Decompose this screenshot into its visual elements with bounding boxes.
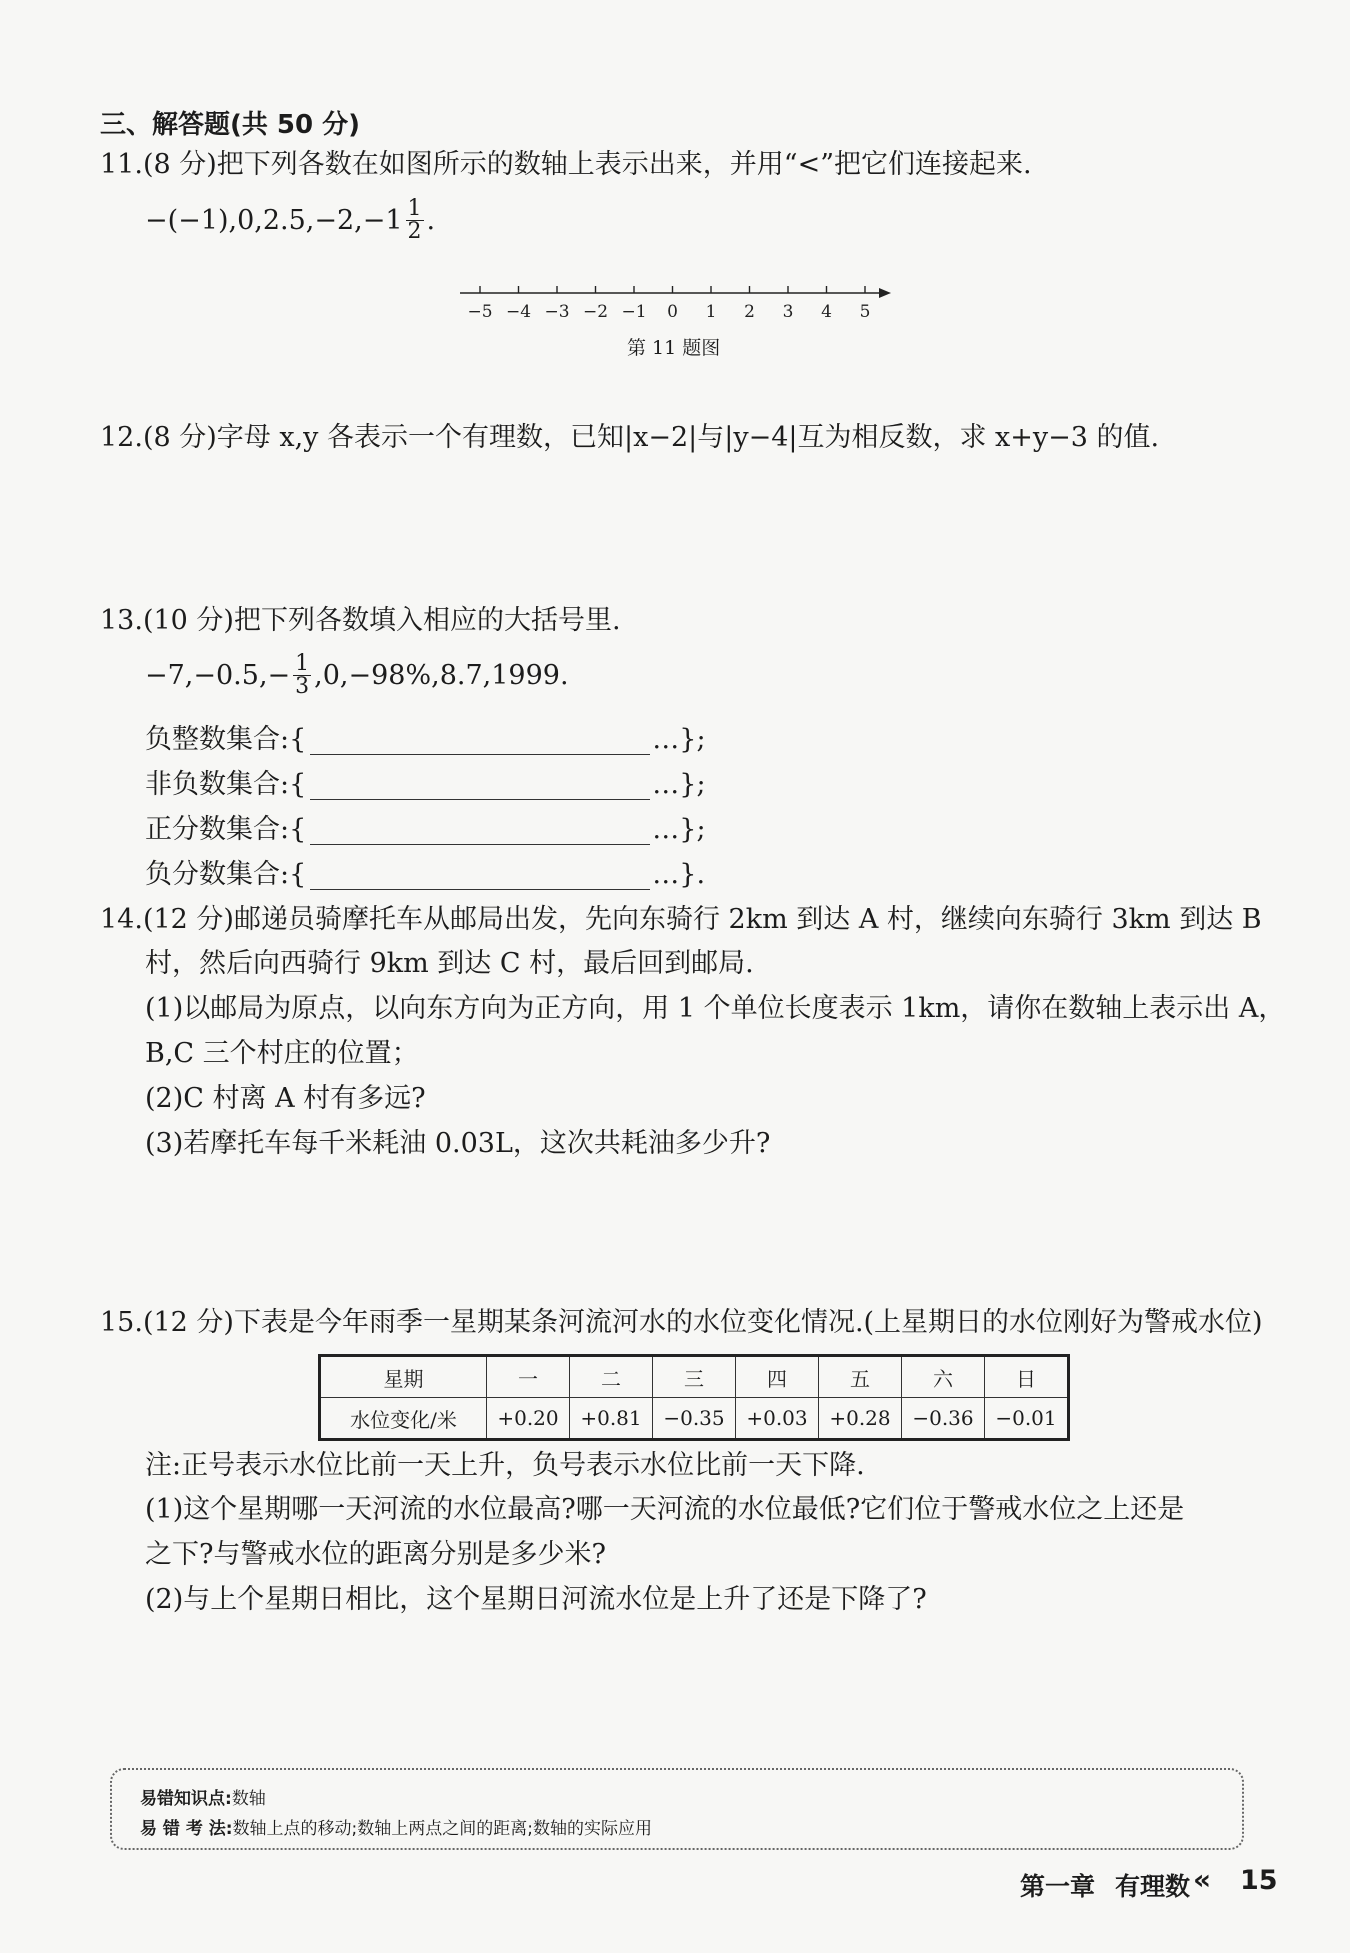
table-cell: 二 (570, 1356, 653, 1398)
number-line-tick-label: 4 (821, 302, 832, 322)
table-cell: −0.01 (985, 1398, 1069, 1440)
number-line-tick-label: 0 (667, 302, 678, 322)
water-level-table (318, 1354, 1070, 1441)
q15-sub1b: 之下?与警戒水位的距离分别是多少米? (145, 1539, 606, 1570)
table-row (320, 1356, 1069, 1398)
table-header-cell: 水位变化/米 (320, 1398, 487, 1440)
tips-value: 数轴 (231, 1789, 266, 1809)
number-line-tick-label: 1 (705, 302, 717, 322)
set-label: 非负数集合:{ (145, 769, 307, 800)
number-line-tick-label: −5 (467, 302, 493, 322)
chevron-left-icon: « (1193, 1863, 1212, 1896)
table-cell: +0.20 (487, 1398, 570, 1440)
q15-note: 注:正号表示水位比前一天上升，负号表示水位比前一天下降. (145, 1450, 865, 1481)
q14-line2: 村，然后向西骑行 9km 到达 C 村，最后回到邮局. (145, 948, 754, 979)
q13-set-positive-fractions (145, 812, 706, 848)
q13-set-non-negative (145, 767, 706, 803)
answer-blank[interactable] (310, 816, 650, 845)
table-cell: 四 (736, 1356, 819, 1398)
table-cell: −0.36 (902, 1398, 985, 1440)
q11-fraction (406, 198, 424, 243)
q15-stem: 15.(12 分)下表是今年雨季一星期某条河流河水的水位变化情况.(上星期日的水位刚好为警戒水位) (100, 1307, 1263, 1338)
q14-sub2: (2)C 村离 A 村有多远? (145, 1083, 426, 1114)
answer-blank[interactable] (310, 726, 650, 755)
footer-title: 有理数 (1115, 1872, 1191, 1901)
number-line-tick-label: −2 (582, 302, 609, 322)
q13-set-negative-integers (145, 722, 706, 758)
q13-frac-num: 1 (295, 651, 310, 676)
q13-numbers-suffix: ,0,−98%,8.7,1999. (314, 659, 569, 691)
q13-set-negative-fractions (145, 857, 705, 893)
q14-sub1a: (1)以邮局为原点，以向东方向为正方向，用 1 个单位长度表示 1km，请你在数轴上表示出 A， (145, 993, 1286, 1024)
table-cell: 三 (653, 1356, 736, 1398)
table-row (320, 1398, 1069, 1440)
section-title: 三、解答题(共 50 分) (100, 110, 361, 140)
set-label: 负分数集合:{ (145, 859, 307, 890)
table-cell: 日 (985, 1356, 1069, 1398)
number-line-arrow (879, 288, 891, 298)
table-header-cell: 星期 (320, 1356, 487, 1398)
number-line-tick-label: 2 (744, 302, 755, 322)
answer-blank[interactable] (310, 771, 650, 800)
set-label: 正分数集合:{ (145, 814, 307, 845)
set-label: 负整数集合:{ (145, 724, 307, 755)
table-cell: 六 (902, 1356, 985, 1398)
set-end: …}; (652, 769, 706, 800)
tips-label: 易错知识点: (140, 1789, 232, 1809)
q12-stem: 12.(8 分)字母 x,y 各表示一个有理数，已知|x−2|与|y−4|互为相反数，求 x+y−3 的值. (100, 422, 1160, 453)
set-end: …}. (652, 859, 706, 890)
table-cell: +0.81 (570, 1398, 653, 1440)
q13-frac-den: 3 (295, 674, 310, 699)
q14-sub1b: B,C 三个村庄的位置； (145, 1038, 419, 1069)
q13-numbers (145, 653, 569, 698)
q11-stem: 11.(8 分)把下列各数在如图所示的数轴上表示出来，并用“<”把它们连接起来. (100, 149, 1032, 180)
q15-sub2: (2)与上个星期日相比，这个星期日河流水位是上升了还是下降了? (145, 1584, 927, 1615)
table-cell: −0.35 (653, 1398, 736, 1440)
q13-numbers-prefix: −7,−0.5,− (145, 659, 291, 691)
page-number: 15 (1240, 1865, 1278, 1896)
q11-caption: 第 11 题图 (627, 337, 721, 359)
q11-numbers-prefix: −(−1),0,2.5,−2,−1 (145, 204, 403, 236)
tips-label: 易 错 考 法: (140, 1819, 233, 1839)
q11-numbers (145, 198, 435, 243)
q11-frac-num: 1 (407, 196, 422, 221)
number-line-tick-label: −1 (621, 302, 647, 322)
q13-fraction (293, 653, 311, 698)
number-line (455, 278, 895, 328)
error-tips-line1 (140, 1784, 266, 1809)
answer-blank[interactable] (310, 861, 650, 890)
footer-chapter: 第一章 (1020, 1872, 1096, 1901)
tips-value: 数轴上点的移动;数轴上两点之间的距离;数轴的实际应用 (232, 1819, 653, 1839)
table-cell: +0.03 (736, 1398, 819, 1440)
table-cell: +0.28 (819, 1398, 902, 1440)
number-line-tick-label: −4 (505, 302, 532, 322)
number-line-ticks (467, 286, 870, 322)
q14-sub3: (3)若摩托车每千米耗油 0.03L，这次共耗油多少升? (145, 1128, 771, 1159)
table-cell: 五 (819, 1356, 902, 1398)
number-line-tick-label: 3 (782, 302, 794, 322)
set-end: …}; (652, 724, 706, 755)
q11-numbers-suffix: . (426, 204, 436, 236)
q11-frac-den: 2 (407, 219, 422, 244)
error-tips-line2 (140, 1814, 652, 1839)
set-end: …}; (652, 814, 706, 845)
q15-sub1a: (1)这个星期哪一天河流的水位最高?哪一天河流的水位最低?它们位于警戒水位之上还是 (145, 1494, 1185, 1525)
number-line-tick-label: −3 (544, 302, 570, 322)
number-line-tick-label: 5 (859, 302, 871, 322)
q14-line1: 14.(12 分)邮递员骑摩托车从邮局出发，先向东骑行 2km 到达 A 村，继续向东骑行 3km 到达 B (100, 904, 1262, 935)
table-cell: 一 (487, 1356, 570, 1398)
q13-stem: 13.(10 分)把下列各数填入相应的大括号里. (100, 605, 621, 636)
